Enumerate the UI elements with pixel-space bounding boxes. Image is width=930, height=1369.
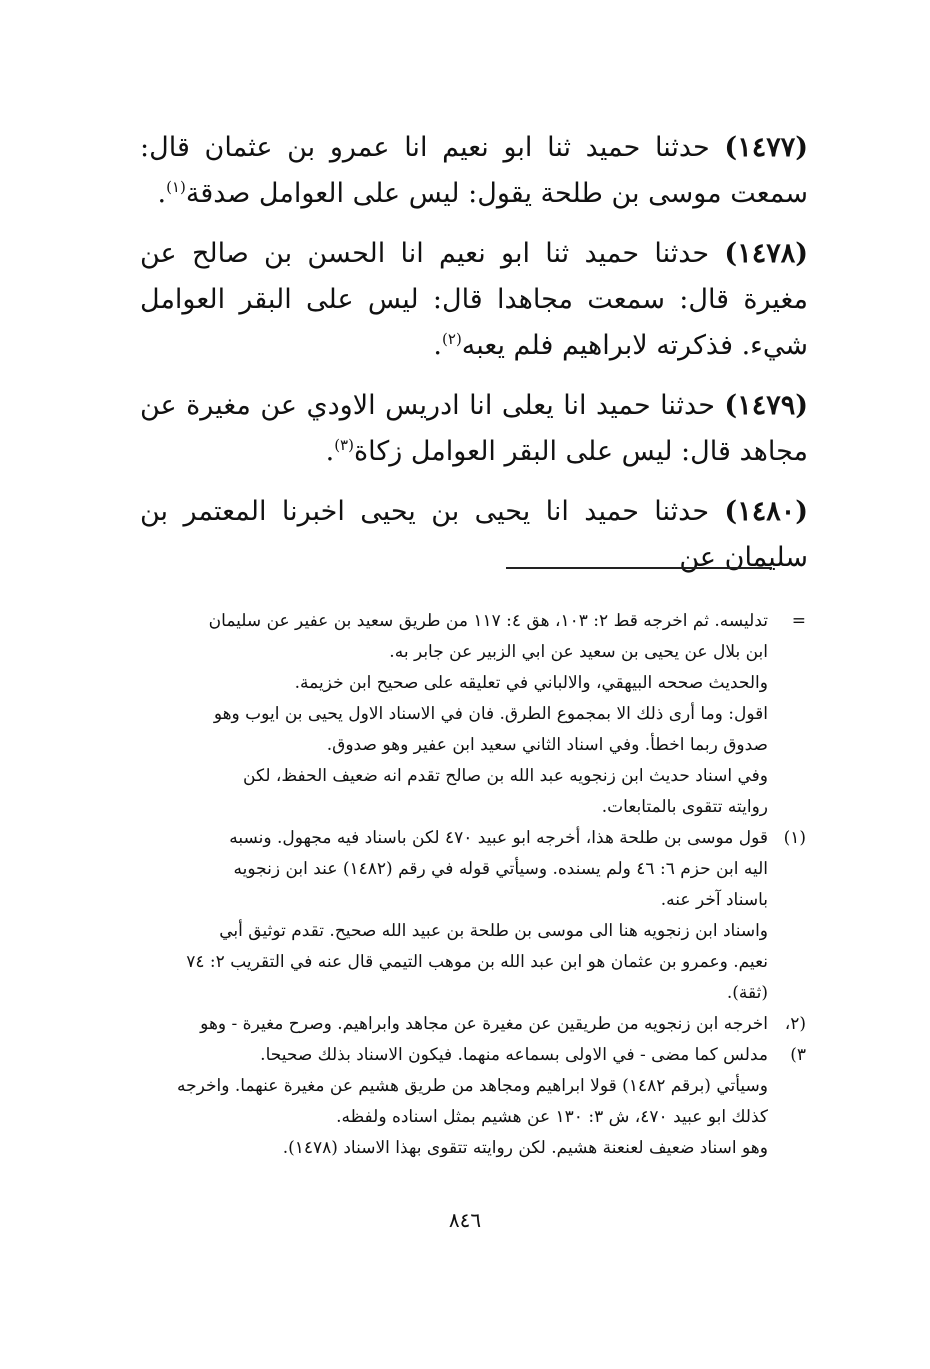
footnote-line: اخرجه ابن زنجويه من طريقين عن مغيرة عن مجاهد وابراهيم. وصرح مغيرة - وهو <box>200 1014 768 1034</box>
footnotes <box>134 606 806 1164</box>
footnote-line: وهو اسناد ضعيف لعنعنة هشيم. لكن روايته تتقوى بهذا الاسناد (١٤٧٨). <box>282 1138 768 1158</box>
footnote-body <box>134 823 768 1009</box>
hadith-text: حدثنا حميد ثنا ابو نعيم انا الحسن بن صالح عن مغيرة قال: سمعت مجاهدا قال: ليس على البقر العوامل شيء. فذكرته لابراهيم فلم يعبه <box>140 238 808 361</box>
footnote-line: (ثقة). <box>726 983 768 1003</box>
footnote-line: مدلس كما مضى - في الاولى بسماعه منهما. فيكون الاسناد بذلك صحيحا. <box>260 1045 768 1065</box>
main-text <box>140 125 808 595</box>
footnote-line: اقول: وما أرى ذلك الا بمجموع الطرق. فان في الاسناد الاول يحيى بن ايوب وهو <box>213 704 768 724</box>
hadith-text: حدثنا حميد انا يعلى انا ادريس الاودي عن مغيرة عن مجاهد قال: ليس على البقر العوامل زكاة <box>140 390 808 467</box>
footnote-reference: (٢) <box>442 330 462 348</box>
footnote-body <box>134 1009 768 1164</box>
footnote-line: ابن بلال عن يحيى بن سعيد عن ابي الزبير عن جابر به. <box>389 642 768 662</box>
page-number: ٨٤٦ <box>448 1208 482 1232</box>
footnote-label: (٢، ٣) <box>784 1014 806 1065</box>
hadith-paragraph <box>140 383 808 475</box>
footnote-line: باسناد آخر عنه. <box>660 890 768 910</box>
footnote-reference: (٣) <box>334 436 354 454</box>
footnote <box>134 606 806 823</box>
paragraph-end-mark: . <box>433 330 443 361</box>
footnote-line: اليه ابن حزم ٦: ٤٦ ولم يسنده. وسيأتي قوله في رقم (١٤٨٢) عند ابن زنجويه <box>233 859 768 879</box>
hadith-text: حدثنا حميد ثنا ابو نعيم انا عمرو بن عثمان قال: سمعت موسى بن طلحة يقول: ليس على العوامل صدقة <box>140 132 808 209</box>
hadith-text: حدثنا حميد انا يحيى بن يحيى اخبرنا المعتمر بن سليمان عن <box>140 496 808 573</box>
footnote-line: والحديث صححه البيهقي، والالباني في تعليقه على صحيح ابن خزيمة. <box>294 673 768 693</box>
hadith-paragraph <box>140 125 808 217</box>
footnote-line: وفي اسناد حديث ابن زنجويه عبد الله بن صالح تقدم انه ضعيف الحفظ، لكن <box>243 766 768 786</box>
footnote-line: واسناد ابن زنجويه هنا الى موسى بن طلحة بن عبيد الله صحيح. تقدم توثيق أبي <box>219 921 768 941</box>
footnote <box>134 1009 806 1164</box>
footnote-separator <box>506 567 772 569</box>
footnote-line: كذلك ابو عبيد ٤٧٠، ش ٣: ١٣٠ عن هشيم بمثل اسناده ولفظه. <box>336 1107 768 1127</box>
footnote-line: تدليسه. ثم اخرجه قط ٢: ١٠٣، هق ٤: ١١٧ من طريق سعيد بن عفير عن سليمان <box>208 611 768 631</box>
footnote-line: وسيأتي (برقم ١٤٨٢) قولا ابراهيم ومجاهد من طريق هشيم عن مغيرة عنهما. واخرجه <box>177 1076 768 1096</box>
footnote-line: روايته تتقوى بالمتابعات. <box>601 797 768 817</box>
hadith-number: (١٤٨٠) <box>724 496 808 527</box>
footnote-label: = <box>791 611 806 631</box>
footnote-line: قول موسى بن طلحة هذا، أخرجه ابو عبيد ٤٧٠ لكن باسناد فيه مجهول. ونسبه <box>229 828 768 848</box>
paragraph-end-mark: . <box>157 178 167 209</box>
hadith-paragraph <box>140 231 808 369</box>
footnote-label: (١) <box>783 828 806 848</box>
footnote-reference: (١) <box>166 178 186 196</box>
footnote <box>134 823 806 1009</box>
footnote-body <box>134 606 768 823</box>
footnote-line: نعيم. وعمرو بن عثمان هو ابن عبد الله بن موهب التيمي قال عنه في التقريب ٢: ٧٤ <box>186 952 768 972</box>
hadith-number: (١٤٧٨) <box>724 238 808 269</box>
hadith-number: (١٤٧٩) <box>724 390 808 421</box>
paragraph-end-mark: . <box>325 436 335 467</box>
footnote-line: صدوق ربما اخطأ. وفي اسناد الثاني سعيد ابن عفير وهو صدوق. <box>326 735 768 755</box>
hadith-number: (١٤٧٧) <box>724 132 808 163</box>
